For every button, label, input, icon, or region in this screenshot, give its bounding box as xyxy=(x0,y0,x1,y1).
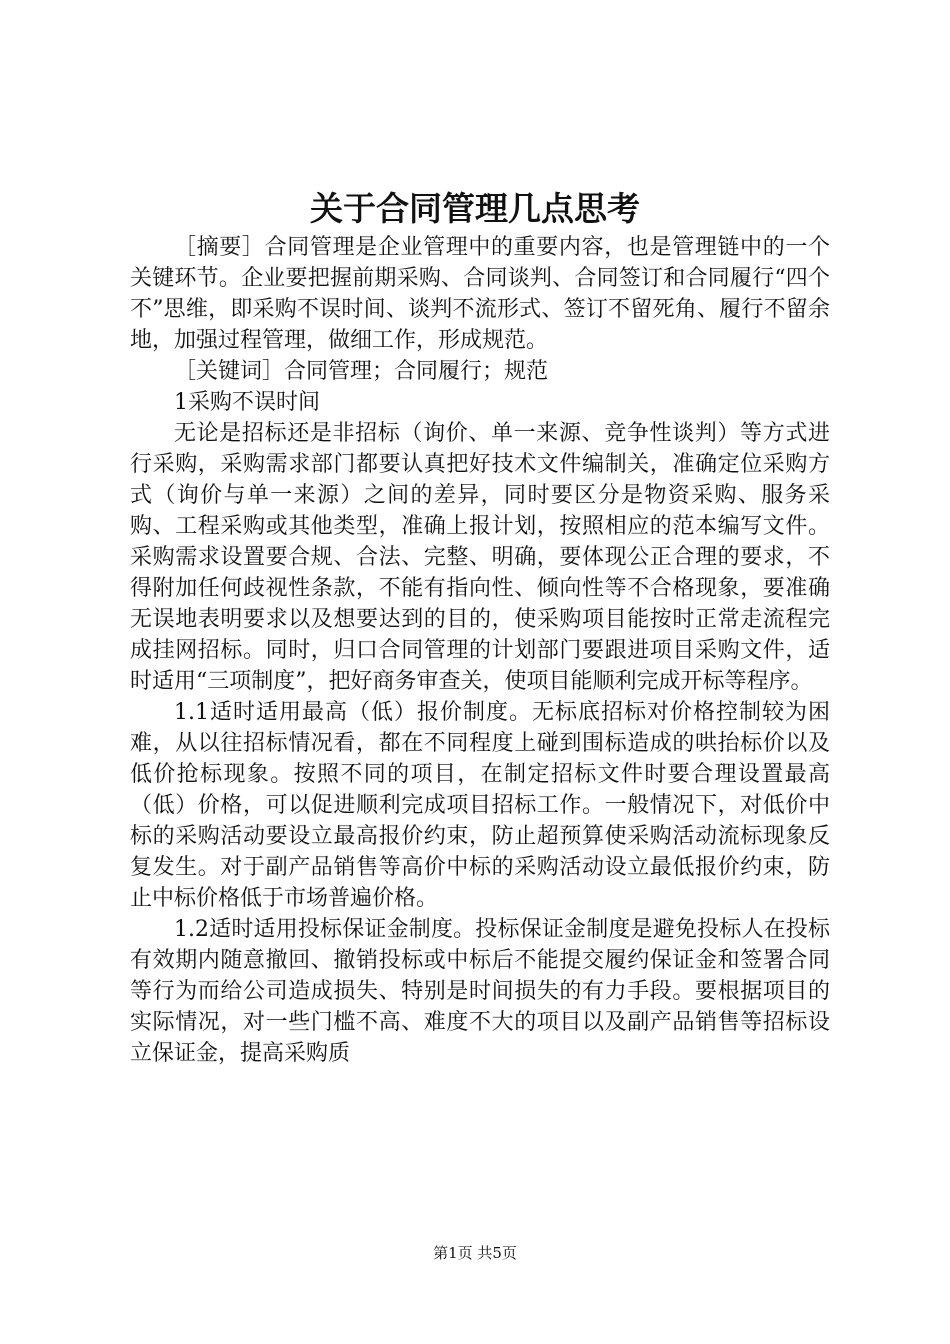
page-number-footer: 第1页 共5页 xyxy=(433,1244,517,1262)
section-heading: 1采购不误时间 xyxy=(174,390,320,415)
abstract-paragraph: ［摘要］合同管理是企业管理中的重要内容，也是管理链中的一个关键环节。企业要把握前期采购、合同谈判、合同签订和合同履行“四个不”思维，即采购不误时间、谈判不流形式、签订不留死角、履行不留余地，加强过程管理，做细工作，形成规范。 xyxy=(130,235,830,353)
body-paragraph: 1.1适时适用最高（低）报价制度。无标底招标对价格控制较为困难，从以往招标情况看，都在不同程度上碰到围标造成的哄抬标价以及低价抢标现象。按照不同的项目，在制定招标文件时要合理设置最高（低）价格，可以促进顺利完成项目招标工作。一般情况下，对低价中标的采购活动要设立最高报价约束，防止超预算使采购活动流标现象反复发生。对于副产品销售等高价中标的采购活动设立最低报价约束，防止中标价格低于市场普遍价格。 xyxy=(130,700,830,911)
body-paragraph: 无论是招标还是非招标（询价、单一来源、竞争性谈判）等方式进行采购，采购需求部门都要认真把好技术文件编制关，准确定位采购方式（询价与单一来源）之间的差异，同时要区分是物资采购、服务采购、工程采购或其他类型，准确上报计划，按照相应的范本编写文件。采购需求设置要合规、合法、完整、明确，要体现公正合理的要求，不得附加任何歧视性条款，不能有指向性、倾向性等不合格现象，要准确无误地表明要求以及想要达到的目的，使采购项目能按时正常走流程完成挂网招标。同时，归口合同管理的计划部门要跟进项目采购文件，适时适用“三项制度”，把好商务审查关，使项目能顺利完成开标等程序。 xyxy=(130,421,830,694)
keywords-paragraph: ［关键词］合同管理；合同履行；规范 xyxy=(174,359,549,384)
document-title: 关于合同管理几点思考 xyxy=(310,189,640,228)
body-paragraph: 1.2适时适用投标保证金制度。投标保证金制度是避免投标人在投标有效期内随意撤回、撤销投标或中标后不能提交履约保证金和签署合同等行为而给公司造成损失、特别是时间损失的有力手段。要根据项目的实际情况，对一些门槛不高、难度不大的项目以及副产品销售等招标设立保证金，提高采购质 xyxy=(130,917,830,1066)
document-body xyxy=(130,232,830,1069)
